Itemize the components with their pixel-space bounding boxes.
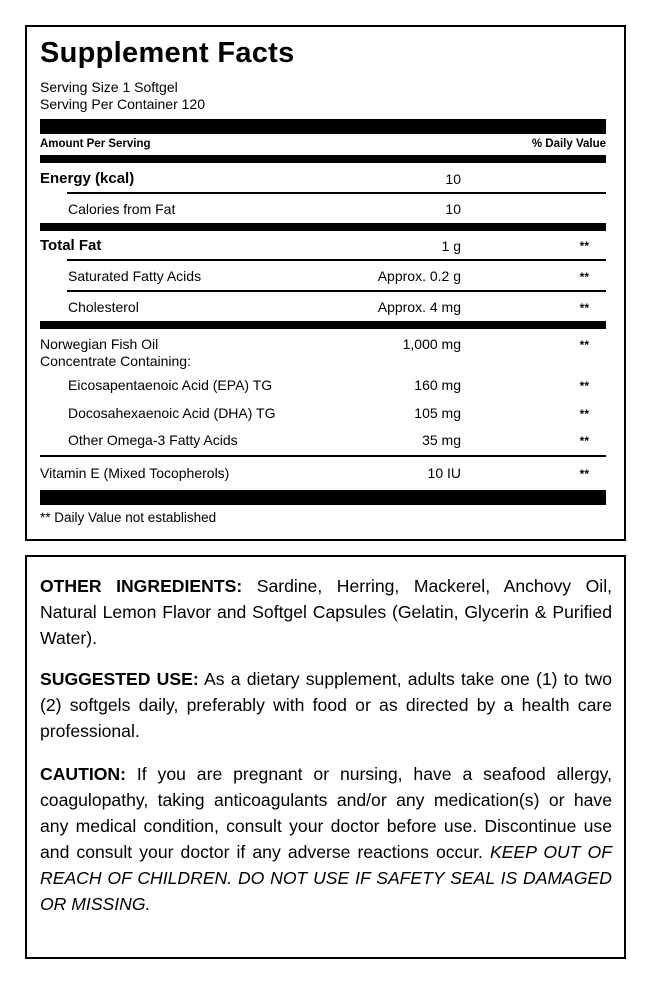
nutrient-name: Eicosapentaenoic Acid (EPA) TG bbox=[68, 377, 273, 393]
servings-per-container: Serving Per Container 120 bbox=[40, 96, 205, 112]
facts-title: Supplement Facts bbox=[40, 37, 295, 69]
nutrient-daily-value: ** bbox=[579, 407, 589, 421]
serving-size: Serving Size 1 Softgel bbox=[40, 79, 178, 95]
nutrient-daily-value: ** bbox=[579, 338, 589, 352]
divider-thin bbox=[67, 259, 606, 261]
other-ingredients bbox=[40, 573, 612, 651]
divider-thin bbox=[67, 290, 606, 292]
suggested-use-text: As a dietary supplement, adults take one (1) to two (2) softgels daily, preferably with food or as directed by a health care professional. bbox=[40, 669, 612, 741]
nutrient-name: Total Fat bbox=[40, 237, 102, 254]
nutrient-amount: Approx. 0.2 g bbox=[377, 268, 461, 284]
nutrient-daily-value: ** bbox=[579, 239, 589, 253]
nutrient-amount: 10 bbox=[445, 201, 461, 217]
suggested-use-label: SUGGESTED USE: bbox=[40, 669, 199, 689]
caution bbox=[40, 761, 612, 917]
other-ingredients-label: OTHER INGREDIENTS: bbox=[40, 576, 243, 596]
nutrient-name: Saturated Fatty Acids bbox=[68, 268, 202, 284]
nutrient-name: Energy (kcal) bbox=[40, 170, 135, 187]
header-daily-value: % Daily Value bbox=[531, 138, 606, 150]
header-amount-per-serving: Amount Per Serving bbox=[40, 138, 151, 150]
nutrient-daily-value: ** bbox=[579, 434, 589, 448]
nutrient-daily-value: ** bbox=[579, 379, 589, 393]
divider-medium bbox=[40, 155, 606, 163]
nutrient-daily-value: ** bbox=[579, 270, 589, 284]
divider-thick bbox=[40, 119, 606, 134]
nutrient-amount: 1,000 mg bbox=[402, 336, 461, 352]
divider-medium bbox=[40, 223, 606, 231]
supplement-facts-panel bbox=[25, 25, 626, 541]
product-info-panel bbox=[25, 555, 626, 959]
nutrient-amount: 10 bbox=[445, 171, 461, 187]
other-ingredients-text: Sardine, Herring, Mackerel, Anchovy Oil, Natural Lemon Flavor and Softgel Capsules (Gelatin, Glycerin & Purified Water). bbox=[40, 576, 612, 648]
caution-text: If you are pregnant or nursing, have a seafood allergy, coagulopathy, taking anticoagulants and/or any medication(s) or have any medical condition, consult your doctor before use. Discontinue use and consult your doctor if any adverse reactions occur. bbox=[40, 764, 613, 862]
footnote: ** Daily Value not established bbox=[40, 510, 217, 525]
nutrient-name: Other Omega-3 Fatty Acids bbox=[68, 432, 238, 448]
nutrient-name: Norwegian Fish Oil bbox=[40, 336, 159, 352]
nutrient-name-continued: Concentrate Containing: bbox=[40, 353, 191, 369]
caution-warning: KEEP OUT OF REACH OF CHILDREN. DO NOT USE IF SAFETY SEAL IS DAMAGED OR MISSING. bbox=[40, 842, 612, 914]
nutrient-amount: Approx. 4 mg bbox=[377, 299, 461, 315]
divider-medium bbox=[40, 321, 606, 329]
divider-thin bbox=[40, 455, 606, 457]
nutrient-amount: 160 mg bbox=[414, 377, 461, 393]
nutrient-name: Cholesterol bbox=[68, 299, 139, 315]
nutrient-amount: 35 mg bbox=[422, 432, 461, 448]
nutrient-amount: 1 g bbox=[441, 238, 461, 254]
nutrient-daily-value: ** bbox=[579, 467, 589, 481]
nutrient-name: Calories from Fat bbox=[68, 201, 176, 217]
nutrient-daily-value: ** bbox=[579, 301, 589, 315]
divider-thin bbox=[67, 192, 606, 194]
nutrient-name: Vitamin E (Mixed Tocopherols) bbox=[40, 465, 230, 481]
nutrient-amount: 10 IU bbox=[427, 465, 461, 481]
divider-thick bbox=[40, 490, 606, 505]
suggested-use bbox=[40, 666, 612, 744]
caution-label: CAUTION: bbox=[40, 764, 127, 784]
nutrient-amount: 105 mg bbox=[414, 405, 461, 421]
nutrient-name: Docosahexaenoic Acid (DHA) TG bbox=[68, 405, 276, 421]
